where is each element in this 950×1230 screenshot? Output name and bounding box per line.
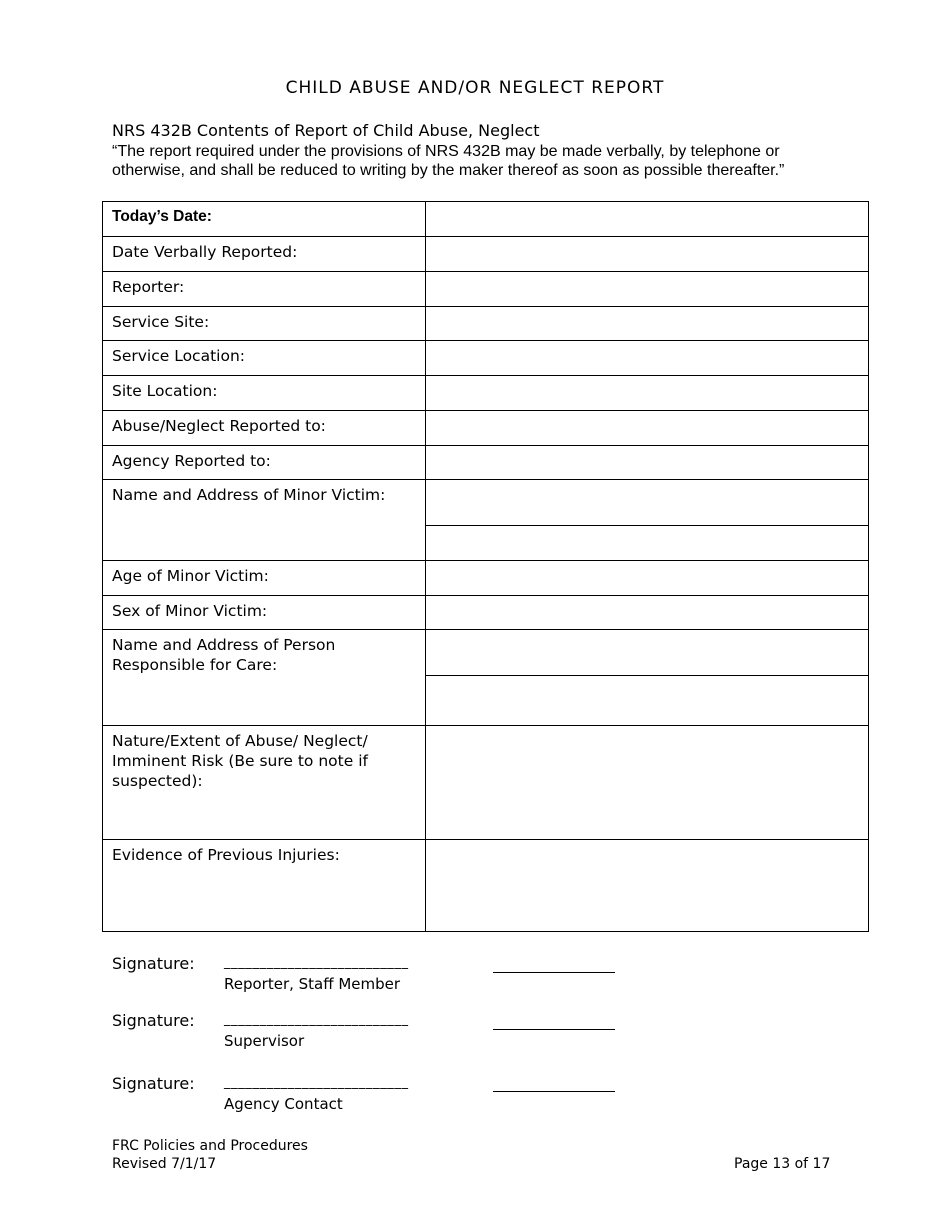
victim-name-address-label: Name and Address of Minor Victim:	[103, 480, 426, 561]
supervisor-signature-line[interactable]	[493, 1029, 615, 1030]
service-location-label: Service Location:	[103, 341, 426, 376]
service-site-field[interactable]	[426, 307, 869, 341]
reporter-field[interactable]	[426, 272, 869, 307]
agency-signature-line[interactable]	[493, 1091, 615, 1092]
signature-dashes: __________________________	[224, 955, 409, 970]
signature-dashes: __________________________	[224, 1075, 409, 1090]
signature-label: Signature:	[112, 1074, 195, 1093]
caregiver-address-field[interactable]	[426, 676, 869, 726]
reporter-signature-caption: Reporter, Staff Member	[224, 975, 401, 993]
caregiver-name-field[interactable]	[426, 630, 869, 676]
intro-quote: “The report required under the provisions of NRS 432B may be made verbally, by telephone or otherwise, and shall be reduced to writing by the maker thereof as soon as possible thereafter.”	[112, 143, 785, 179]
site-location-field[interactable]	[426, 376, 869, 411]
agency-reported-to-label: Agency Reported to:	[103, 446, 426, 480]
reporter-label: Reporter:	[103, 272, 426, 307]
report-form-table	[102, 201, 869, 932]
nature-extent-field[interactable]	[426, 726, 869, 840]
footer-page-number: Page 13 of 17	[734, 1156, 831, 1172]
victim-age-label: Age of Minor Victim:	[103, 561, 426, 596]
service-site-label: Service Site:	[103, 307, 426, 341]
footer-revised: Revised 7/1/17	[112, 1156, 217, 1172]
victim-age-field[interactable]	[426, 561, 869, 596]
agency-signature-caption: Agency Contact	[224, 1095, 343, 1113]
date-verbally-reported-label: Date Verbally Reported:	[103, 237, 426, 272]
victim-sex-field[interactable]	[426, 596, 869, 630]
signature-label: Signature:	[112, 954, 195, 973]
victim-name-field[interactable]	[426, 480, 869, 526]
todays-date-field[interactable]	[426, 202, 869, 237]
previous-injuries-label: Evidence of Previous Injuries:	[103, 840, 426, 932]
agency-reported-to-field[interactable]	[426, 446, 869, 480]
victim-sex-label: Sex of Minor Victim:	[103, 596, 426, 630]
intro-heading: NRS 432B Contents of Report of Child Abuse, Neglect	[112, 121, 540, 140]
victim-address-field[interactable]	[426, 526, 869, 561]
caregiver-name-address-label: Name and Address of Person Responsible for Care:	[103, 630, 426, 726]
nature-extent-label: Nature/Extent of Abuse/ Neglect/ Imminent Risk (Be sure to note if suspected):	[103, 726, 426, 840]
footer-doc-name: FRC Policies and Procedures	[112, 1138, 308, 1154]
signature-label: Signature:	[112, 1011, 195, 1030]
reported-to-label: Abuse/Neglect Reported to:	[103, 411, 426, 446]
reporter-signature-line[interactable]	[493, 972, 615, 973]
page-title: CHILD ABUSE AND/OR NEGLECT REPORT	[285, 78, 665, 98]
todays-date-label: Today’s Date:	[103, 202, 426, 237]
previous-injuries-field[interactable]	[426, 840, 869, 932]
site-location-label: Site Location:	[103, 376, 426, 411]
date-verbally-reported-field[interactable]	[426, 237, 869, 272]
reported-to-field[interactable]	[426, 411, 869, 446]
supervisor-signature-caption: Supervisor	[224, 1032, 305, 1050]
service-location-field[interactable]	[426, 341, 869, 376]
signature-dashes: __________________________	[224, 1012, 409, 1027]
